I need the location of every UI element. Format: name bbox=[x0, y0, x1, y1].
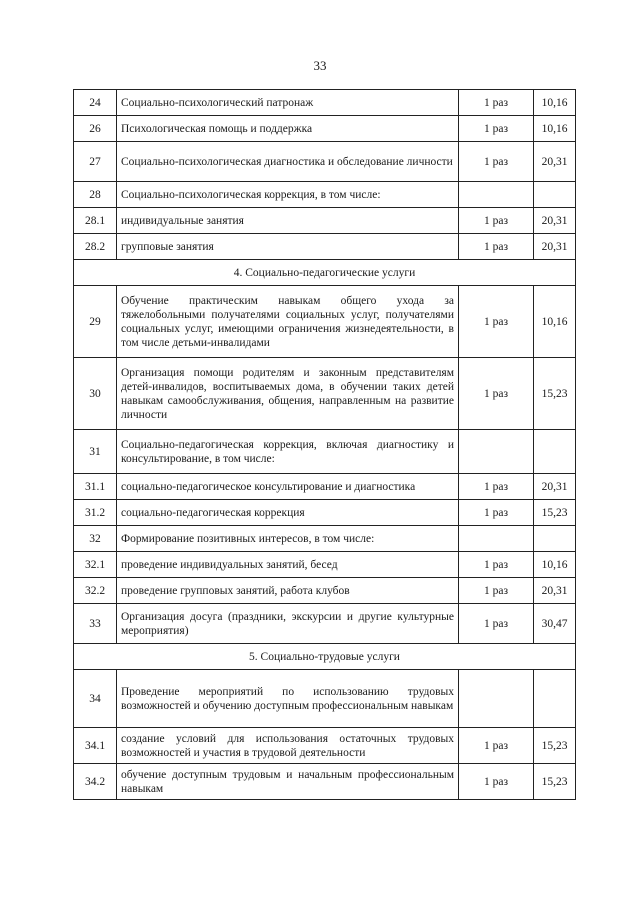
service-price: 20,31 bbox=[534, 474, 576, 500]
table-row bbox=[74, 286, 576, 358]
service-number: 30 bbox=[74, 358, 117, 430]
service-name: Формирование позитивных интересов, в том числе: bbox=[117, 526, 459, 552]
service-frequency: 1 раз bbox=[459, 764, 534, 800]
service-price: 10,16 bbox=[534, 552, 576, 578]
service-frequency: 1 раз bbox=[459, 500, 534, 526]
table-row bbox=[74, 604, 576, 644]
service-name: Социально-психологическая диагностика и обследование личности bbox=[117, 142, 459, 182]
service-price: 15,23 bbox=[534, 728, 576, 764]
service-frequency: 1 раз bbox=[459, 358, 534, 430]
service-price: 15,23 bbox=[534, 358, 576, 430]
service-frequency: 1 раз bbox=[459, 208, 534, 234]
table-row bbox=[74, 728, 576, 764]
service-name: обучение доступным трудовым и начальным профессиональным навыкам bbox=[117, 764, 459, 800]
service-price: 30,47 bbox=[534, 604, 576, 644]
service-price: 10,16 bbox=[534, 90, 576, 116]
service-number: 27 bbox=[74, 142, 117, 182]
service-number: 29 bbox=[74, 286, 117, 358]
table-row bbox=[74, 182, 576, 208]
table-row bbox=[74, 142, 576, 182]
service-price bbox=[534, 430, 576, 474]
table-row bbox=[74, 578, 576, 604]
service-price: 20,31 bbox=[534, 578, 576, 604]
table-row bbox=[74, 358, 576, 430]
services-table bbox=[73, 89, 576, 800]
service-price bbox=[534, 670, 576, 728]
service-number: 31.1 bbox=[74, 474, 117, 500]
service-price: 10,16 bbox=[534, 286, 576, 358]
service-name: Проведение мероприятий по использованию трудовых возможностей и обучению доступным профессиональным навыкам bbox=[117, 670, 459, 728]
service-name: Обучение практическим навыкам общего ухода за тяжелобольными получателями социальных услуг, получателями социальных услуг, имеющими ограничения жизнедеятельности, в том числе детьми-инвалидами bbox=[117, 286, 459, 358]
service-number: 28.2 bbox=[74, 234, 117, 260]
service-frequency: 1 раз bbox=[459, 234, 534, 260]
service-number: 32.1 bbox=[74, 552, 117, 578]
service-frequency: 1 раз bbox=[459, 286, 534, 358]
service-name: групповые занятия bbox=[117, 234, 459, 260]
table-row bbox=[74, 474, 576, 500]
service-name: Социально-психологический патронаж bbox=[117, 90, 459, 116]
table-row bbox=[74, 764, 576, 800]
service-name: индивидуальные занятия bbox=[117, 208, 459, 234]
service-number: 33 bbox=[74, 604, 117, 644]
page-number: 33 bbox=[313, 58, 327, 73]
service-price bbox=[534, 182, 576, 208]
service-number: 31 bbox=[74, 430, 117, 474]
service-frequency: 1 раз bbox=[459, 728, 534, 764]
section-header-row bbox=[74, 644, 576, 670]
service-name: Социально-психологическая коррекция, в том числе: bbox=[117, 182, 459, 208]
service-number: 32.2 bbox=[74, 578, 117, 604]
service-name: Организация досуга (праздники, экскурсии и другие культурные мероприятия) bbox=[117, 604, 459, 644]
service-frequency bbox=[459, 670, 534, 728]
table-row bbox=[74, 116, 576, 142]
service-frequency: 1 раз bbox=[459, 578, 534, 604]
service-number: 28 bbox=[74, 182, 117, 208]
table-row bbox=[74, 90, 576, 116]
service-frequency: 1 раз bbox=[459, 142, 534, 182]
service-number: 31.2 bbox=[74, 500, 117, 526]
service-price: 20,31 bbox=[534, 234, 576, 260]
service-name: создание условий для использования остаточных трудовых возможностей и участия в трудовой деятельности bbox=[117, 728, 459, 764]
service-name: социально-педагогическая коррекция bbox=[117, 500, 459, 526]
service-frequency bbox=[459, 430, 534, 474]
table-row bbox=[74, 208, 576, 234]
service-name: Социально-педагогическая коррекция, включая диагностику и консультирование, в том числе: bbox=[117, 430, 459, 474]
table-row bbox=[74, 500, 576, 526]
service-price: 20,31 bbox=[534, 208, 576, 234]
service-number: 32 bbox=[74, 526, 117, 552]
service-frequency: 1 раз bbox=[459, 474, 534, 500]
service-frequency: 1 раз bbox=[459, 552, 534, 578]
service-frequency: 1 раз bbox=[459, 604, 534, 644]
service-number: 34.1 bbox=[74, 728, 117, 764]
service-price: 15,23 bbox=[534, 500, 576, 526]
service-number: 28.1 bbox=[74, 208, 117, 234]
section-title: 5. Социально-трудовые услуги bbox=[74, 644, 576, 670]
service-frequency: 1 раз bbox=[459, 116, 534, 142]
service-number: 34.2 bbox=[74, 764, 117, 800]
service-frequency bbox=[459, 182, 534, 208]
service-name: проведение групповых занятий, работа клубов bbox=[117, 578, 459, 604]
table-row bbox=[74, 526, 576, 552]
section-title: 4. Социально-педагогические услуги bbox=[74, 260, 576, 286]
table-row bbox=[74, 670, 576, 728]
service-price: 10,16 bbox=[534, 116, 576, 142]
service-number: 34 bbox=[74, 670, 117, 728]
service-price bbox=[534, 526, 576, 552]
service-name: социально-педагогическое консультирование и диагностика bbox=[117, 474, 459, 500]
table-row bbox=[74, 430, 576, 474]
service-price: 20,31 bbox=[534, 142, 576, 182]
service-number: 26 bbox=[74, 116, 117, 142]
service-price: 15,23 bbox=[534, 764, 576, 800]
section-header-row bbox=[74, 260, 576, 286]
service-frequency: 1 раз bbox=[459, 90, 534, 116]
table-row bbox=[74, 234, 576, 260]
service-number: 24 bbox=[74, 90, 117, 116]
service-frequency bbox=[459, 526, 534, 552]
service-name: Организация помощи родителям и законным представителям детей-инвалидов, воспитываемых дома, в обучении таких детей навыкам самообслуживания, общения, направленным на развитие личности bbox=[117, 358, 459, 430]
table-row bbox=[74, 552, 576, 578]
service-name: проведение индивидуальных занятий, бесед bbox=[117, 552, 459, 578]
service-name: Психологическая помощь и поддержка bbox=[117, 116, 459, 142]
